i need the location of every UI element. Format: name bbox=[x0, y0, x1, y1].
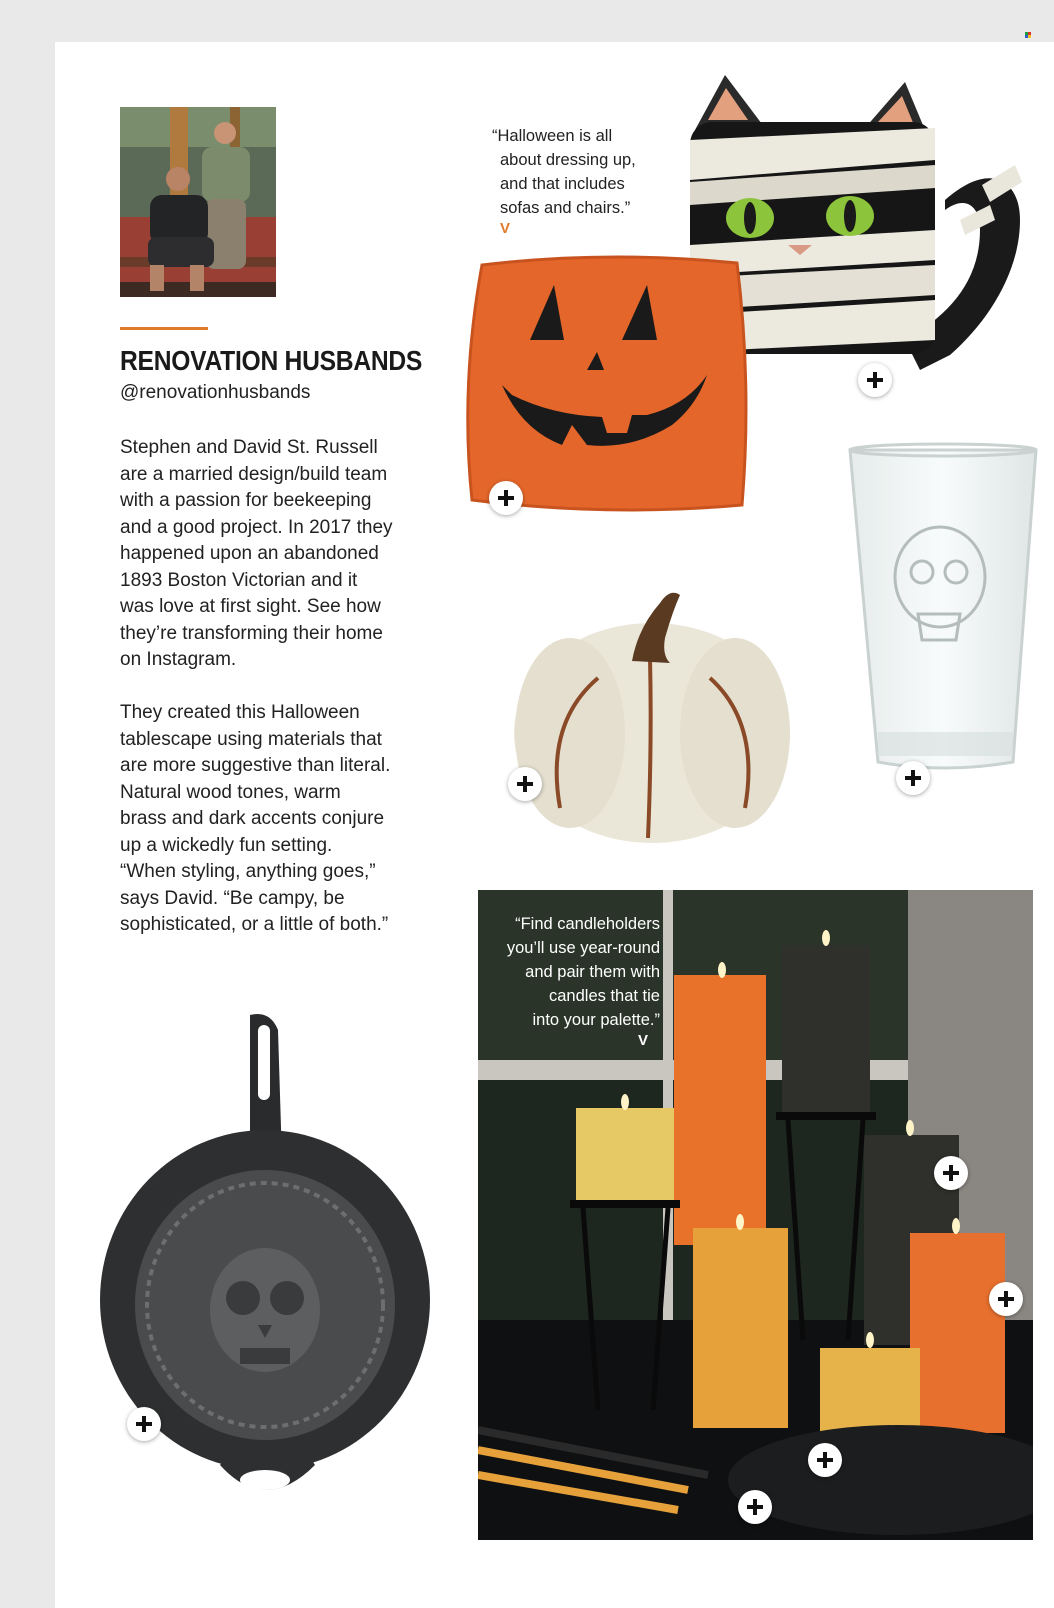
add-sugar-skull-glass-button[interactable] bbox=[896, 761, 930, 795]
jack-o-lantern-pillow-image bbox=[462, 255, 752, 515]
plus-icon bbox=[942, 1164, 960, 1182]
candles-quote-line: “Find candleholders bbox=[515, 915, 660, 933]
add-candle-tray-button[interactable] bbox=[808, 1443, 842, 1477]
color-registration-mark bbox=[1025, 32, 1031, 38]
renovation-husbands-photo bbox=[120, 107, 276, 297]
add-jack-o-lantern-pillow-button[interactable] bbox=[489, 481, 523, 515]
pillow-quote bbox=[492, 124, 636, 220]
pillow-quote-line: sofas and chairs.” bbox=[500, 199, 631, 217]
candles-quote-line: you’ll use year-round bbox=[506, 939, 660, 957]
accent-rule bbox=[120, 327, 208, 330]
candles-quote-line: and pair them with bbox=[525, 963, 660, 981]
profile-title: RENOVATION HUSBANDS bbox=[120, 345, 423, 376]
profile-paragraph-2: They created this Halloween tablescape using materials that are more suggestive than literal. Natural wood tones, warm brass and dark accents conjure up a wickedly fun setting. “When styling, anything goes,” says David. “Be campy, be sophisticated, or a little of both.” bbox=[120, 702, 391, 935]
plus-icon bbox=[997, 1290, 1015, 1308]
plus-icon bbox=[135, 1415, 153, 1433]
add-orange-pillar-candle-button[interactable] bbox=[989, 1282, 1023, 1316]
felt-pumpkin-image bbox=[510, 583, 795, 848]
pillow-quote-line: and that includes bbox=[500, 175, 625, 193]
plus-icon bbox=[866, 371, 884, 389]
profile-paragraph-1: Stephen and David St. Russell are a married design/build team with a passion for beekeeping and a good project. In 2017 they happened upon an abandoned 1893 Boston Victorian and it was love at first sight. See how they’re transforming their home on Instagram. bbox=[120, 437, 393, 670]
add-taper-candles-button[interactable] bbox=[738, 1490, 772, 1524]
add-black-pillar-candle-button[interactable] bbox=[934, 1156, 968, 1190]
chevron-down-icon: V bbox=[638, 1032, 649, 1049]
candles-quote-line: candles that tie bbox=[549, 987, 660, 1005]
sugar-skull-glass-image bbox=[848, 442, 1040, 782]
plus-icon bbox=[516, 775, 534, 793]
plus-icon bbox=[746, 1498, 764, 1516]
add-felt-pumpkin-button[interactable] bbox=[508, 767, 542, 801]
candles-quote bbox=[480, 912, 660, 1032]
instagram-handle[interactable]: @renovationhusbands bbox=[120, 382, 311, 403]
candles-quote-line: into your palette.” bbox=[532, 1011, 660, 1029]
plus-icon bbox=[497, 489, 515, 507]
chevron-down-icon: V bbox=[500, 220, 511, 237]
pillow-quote-line: about dressing up, bbox=[500, 151, 636, 169]
plus-icon bbox=[904, 769, 922, 787]
plus-icon bbox=[816, 1451, 834, 1469]
add-cast-iron-skillet-button[interactable] bbox=[127, 1407, 161, 1441]
add-mummy-cat-pillow-button[interactable] bbox=[858, 363, 892, 397]
pillow-quote-line: “Halloween is all bbox=[492, 127, 613, 145]
